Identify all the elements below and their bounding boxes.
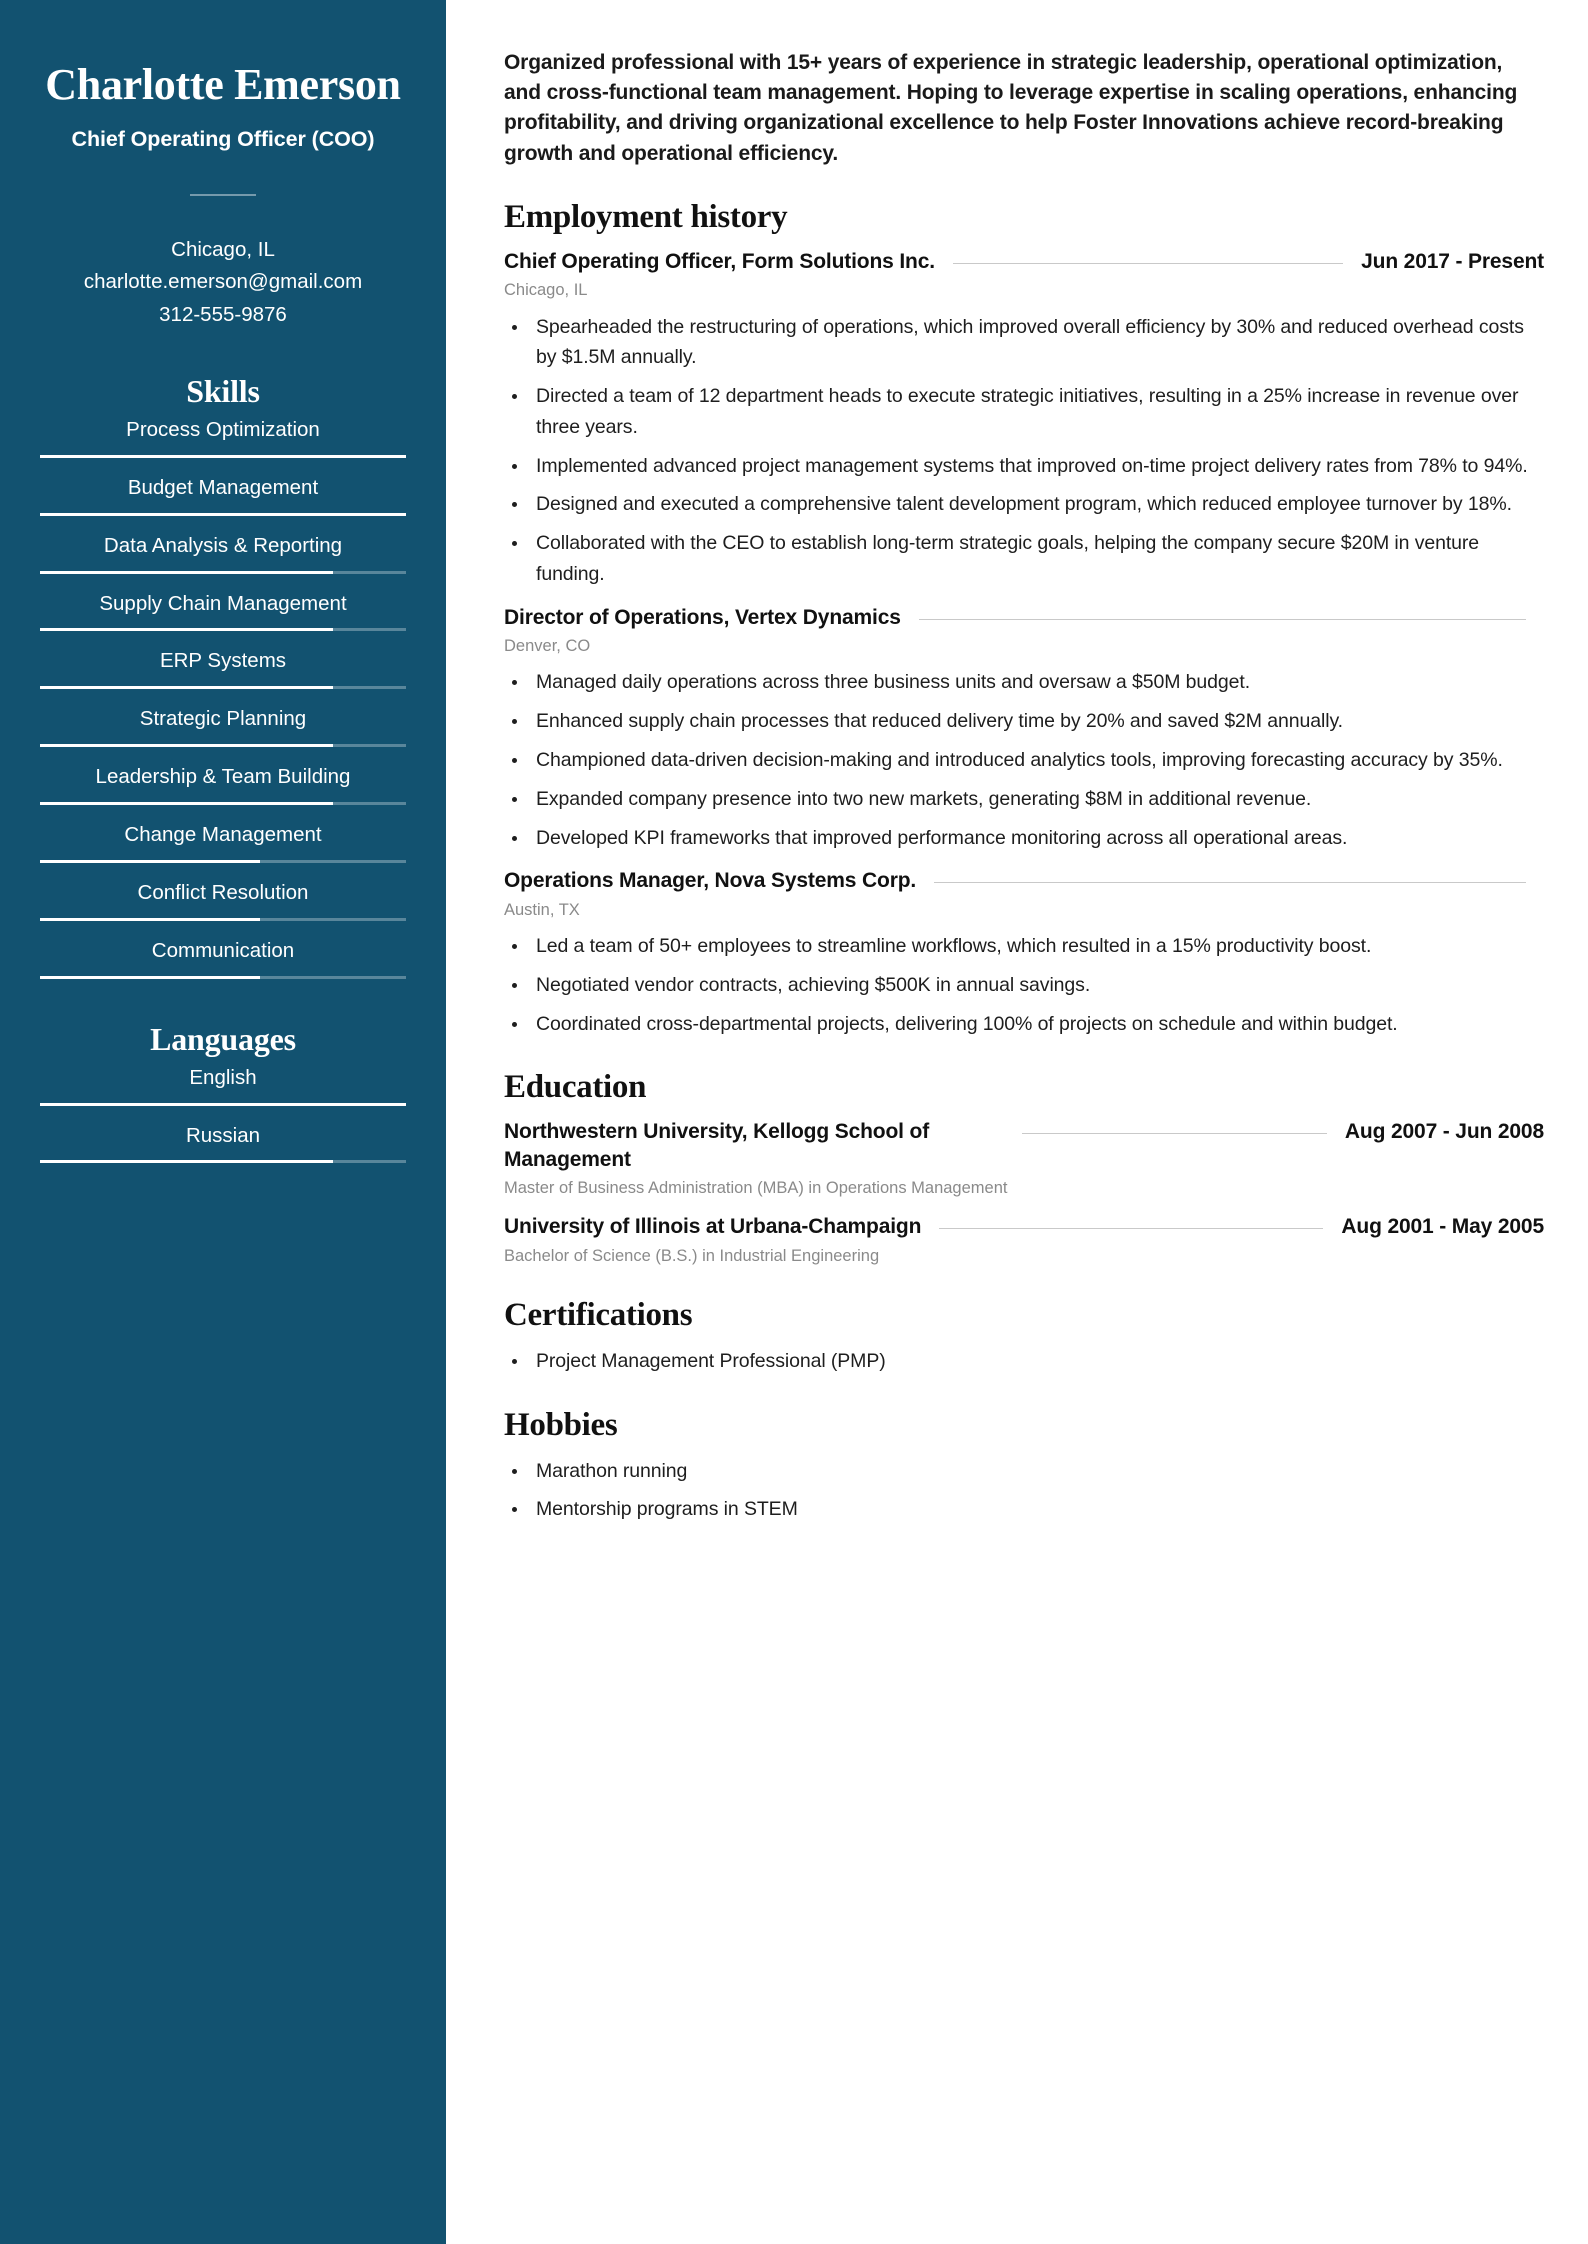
employment-entry [504, 248, 1544, 590]
entry-header [504, 1118, 1544, 1173]
rated-item [40, 763, 406, 805]
hobbies-heading: Hobbies [504, 1406, 618, 1443]
bullet-item: Championed data-driven decision-making and introduced analytics tools, improving forecasting accuracy by 35%. [504, 745, 1544, 776]
entry-header [504, 867, 1544, 894]
rating-fill [40, 686, 333, 689]
entry-date: Aug 2007 - Jun 2008 [1344, 1120, 1544, 1144]
rated-item-label: Process Optimization [126, 417, 320, 441]
employment-heading: Employment history [504, 198, 788, 235]
rating-fill [40, 744, 333, 747]
bullet-item: Mentorship programs in STEM [504, 1494, 1544, 1525]
rating-fill [40, 628, 333, 631]
rating-track [40, 802, 406, 805]
entry-bullets [504, 931, 1544, 1039]
entry-header [504, 604, 1544, 631]
rated-item-label: Russian [185, 1123, 261, 1147]
entry-rule [934, 882, 1526, 883]
rating-track [40, 455, 406, 458]
employment-entry [504, 867, 1544, 1039]
rated-item-label: English [189, 1065, 257, 1089]
rated-item-label: Data Analysis & Reporting [103, 533, 343, 557]
entry-title: Chief Operating Officer, Form Solutions Inc. [504, 249, 935, 273]
rated-item [40, 532, 406, 574]
resume-main [446, 0, 1588, 2244]
bullet-item: Led a team of 50+ employees to streamline workflows, which resulted in a 15% productivity boost. [504, 931, 1544, 962]
bullet-item: Enhanced supply chain processes that reduced delivery time by 20% and saved $2M annually. [504, 706, 1544, 737]
professional-summary: Organized professional with 15+ years of experience in strategic leadership, operational optimization, and cross-functional team management. Hoping to leverage expertise in scaling operations, enhancing profitability, and driving organizational excellence to help Foster Innovations achieve record-breaking growth and operational efficiency. [504, 51, 1518, 165]
entry-degree: Bachelor of Science (B.S.) in Industrial Engineering [504, 1246, 880, 1265]
entry-degree: Master of Business Administration (MBA) in Operations Management [504, 1178, 1008, 1197]
rating-fill [40, 802, 333, 805]
rated-item-label: Leadership & Team Building [95, 765, 351, 789]
rated-item [40, 1064, 406, 1106]
employment-entry [504, 604, 1544, 854]
bullet-item: Collaborated with the CEO to establish long-term strategic goals, helping the company secure $20M in venture funding. [504, 528, 1544, 590]
rating-track [40, 918, 406, 921]
rated-item-label: Strategic Planning [139, 707, 307, 731]
bullet-item: Managed daily operations across three business units and oversaw a $50M budget. [504, 667, 1544, 698]
rated-item [40, 1122, 406, 1164]
bullet-item: Implemented advanced project management systems that improved on-time project delivery rates from 78% to 94%. [504, 451, 1544, 482]
rating-track [40, 1160, 406, 1163]
bullet-item: Negotiated vendor contracts, achieving $500K in annual savings. [504, 970, 1544, 1001]
bullet-item: Designed and executed a comprehensive talent development program, which reduced employee turnover by 18%. [504, 489, 1544, 520]
rating-track [40, 571, 406, 574]
rated-item [40, 821, 406, 863]
rated-item [40, 590, 406, 632]
rated-item [40, 474, 406, 516]
entry-location: Chicago, IL [504, 281, 588, 300]
rating-track [40, 744, 406, 747]
bullet-item: Coordinated cross-departmental projects, delivering 100% of projects on schedule and within budget. [504, 1009, 1544, 1040]
bullet-item: Spearheaded the restructuring of operations, which improved overall efficiency by 30% and reduced overhead costs by $1.5M annually. [504, 312, 1544, 374]
rated-item-label: Communication [151, 938, 295, 962]
education-heading: Education [504, 1069, 647, 1106]
rated-item [40, 705, 406, 747]
entry-date: Jun 2017 - Present [1361, 249, 1544, 273]
bullet-item: Expanded company presence into two new markets, generating $8M in additional revenue. [504, 784, 1544, 815]
bullet-item: Marathon running [504, 1456, 1544, 1487]
rating-track [40, 513, 406, 516]
rated-item [40, 416, 406, 458]
entry-location: Denver, CO [504, 637, 591, 656]
entry-bullets [504, 667, 1544, 853]
rating-fill [40, 860, 260, 863]
hobbies-list [504, 1456, 1544, 1526]
rating-track [40, 860, 406, 863]
rating-fill [40, 976, 260, 979]
certifications-heading: Certifications [504, 1296, 693, 1333]
rated-item [40, 937, 406, 979]
rating-fill [40, 513, 406, 516]
entry-rule [939, 1228, 1323, 1229]
employment-list [504, 248, 1544, 1039]
rating-fill [40, 1160, 333, 1163]
rated-item [40, 647, 406, 689]
languages-heading: Languages [150, 1020, 296, 1057]
rating-fill [40, 455, 406, 458]
entry-rule [953, 263, 1343, 264]
rating-track [40, 1103, 406, 1106]
rated-item-label: Supply Chain Management [99, 591, 347, 615]
contact-phone[interactable]: 312-555-9876 [159, 303, 287, 327]
skills-heading: Skills [186, 372, 260, 409]
entry-title: Operations Manager, Nova Systems Corp. [504, 869, 917, 893]
skills-list [40, 416, 406, 979]
entry-location: Austin, TX [504, 900, 580, 919]
education-entry [504, 1118, 1544, 1199]
bullet-item: Developed KPI frameworks that improved performance monitoring across all operational areas. [504, 823, 1544, 854]
entry-rule [1022, 1133, 1327, 1134]
education-entry [504, 1213, 1544, 1267]
rated-item-label: Change Management [124, 823, 322, 847]
bullet-item: Directed a team of 12 department heads to execute strategic initiatives, resulting in a 25% increase in revenue over three years. [504, 381, 1544, 443]
rating-fill [40, 918, 260, 921]
entry-rule [919, 619, 1526, 620]
rated-item-label: ERP Systems [159, 649, 287, 673]
entry-bullets [504, 312, 1544, 590]
rated-item [40, 879, 406, 921]
bullet-item: Project Management Professional (PMP) [504, 1346, 1544, 1377]
contact-location: Chicago, IL [171, 237, 275, 261]
rating-fill [40, 1103, 406, 1106]
education-list [504, 1118, 1544, 1266]
entry-date: Aug 2001 - May 2005 [1341, 1215, 1544, 1239]
entry-header [504, 1213, 1544, 1240]
contact-block [40, 234, 406, 331]
languages-list [40, 1064, 406, 1164]
entry-header [504, 248, 1544, 275]
sidebar-divider [190, 194, 256, 196]
rating-track [40, 628, 406, 631]
entry-title: Northwestern University, Kellogg School of Management [504, 1120, 930, 1171]
rating-track [40, 686, 406, 689]
entry-title: University of Illinois at Urbana-Champaign [504, 1215, 922, 1239]
candidate-job-title: Chief Operating Officer (COO) [71, 127, 375, 152]
rating-track [40, 976, 406, 979]
rated-item-label: Conflict Resolution [137, 880, 309, 904]
contact-email[interactable]: charlotte.emerson@gmail.com [83, 270, 363, 294]
certifications-list [504, 1346, 1544, 1377]
entry-title: Director of Operations, Vertex Dynamics [504, 605, 901, 629]
rated-item-label: Budget Management [127, 475, 319, 499]
sidebar [0, 0, 446, 2244]
candidate-name: Charlotte Emerson [45, 60, 401, 109]
rating-fill [40, 571, 333, 574]
